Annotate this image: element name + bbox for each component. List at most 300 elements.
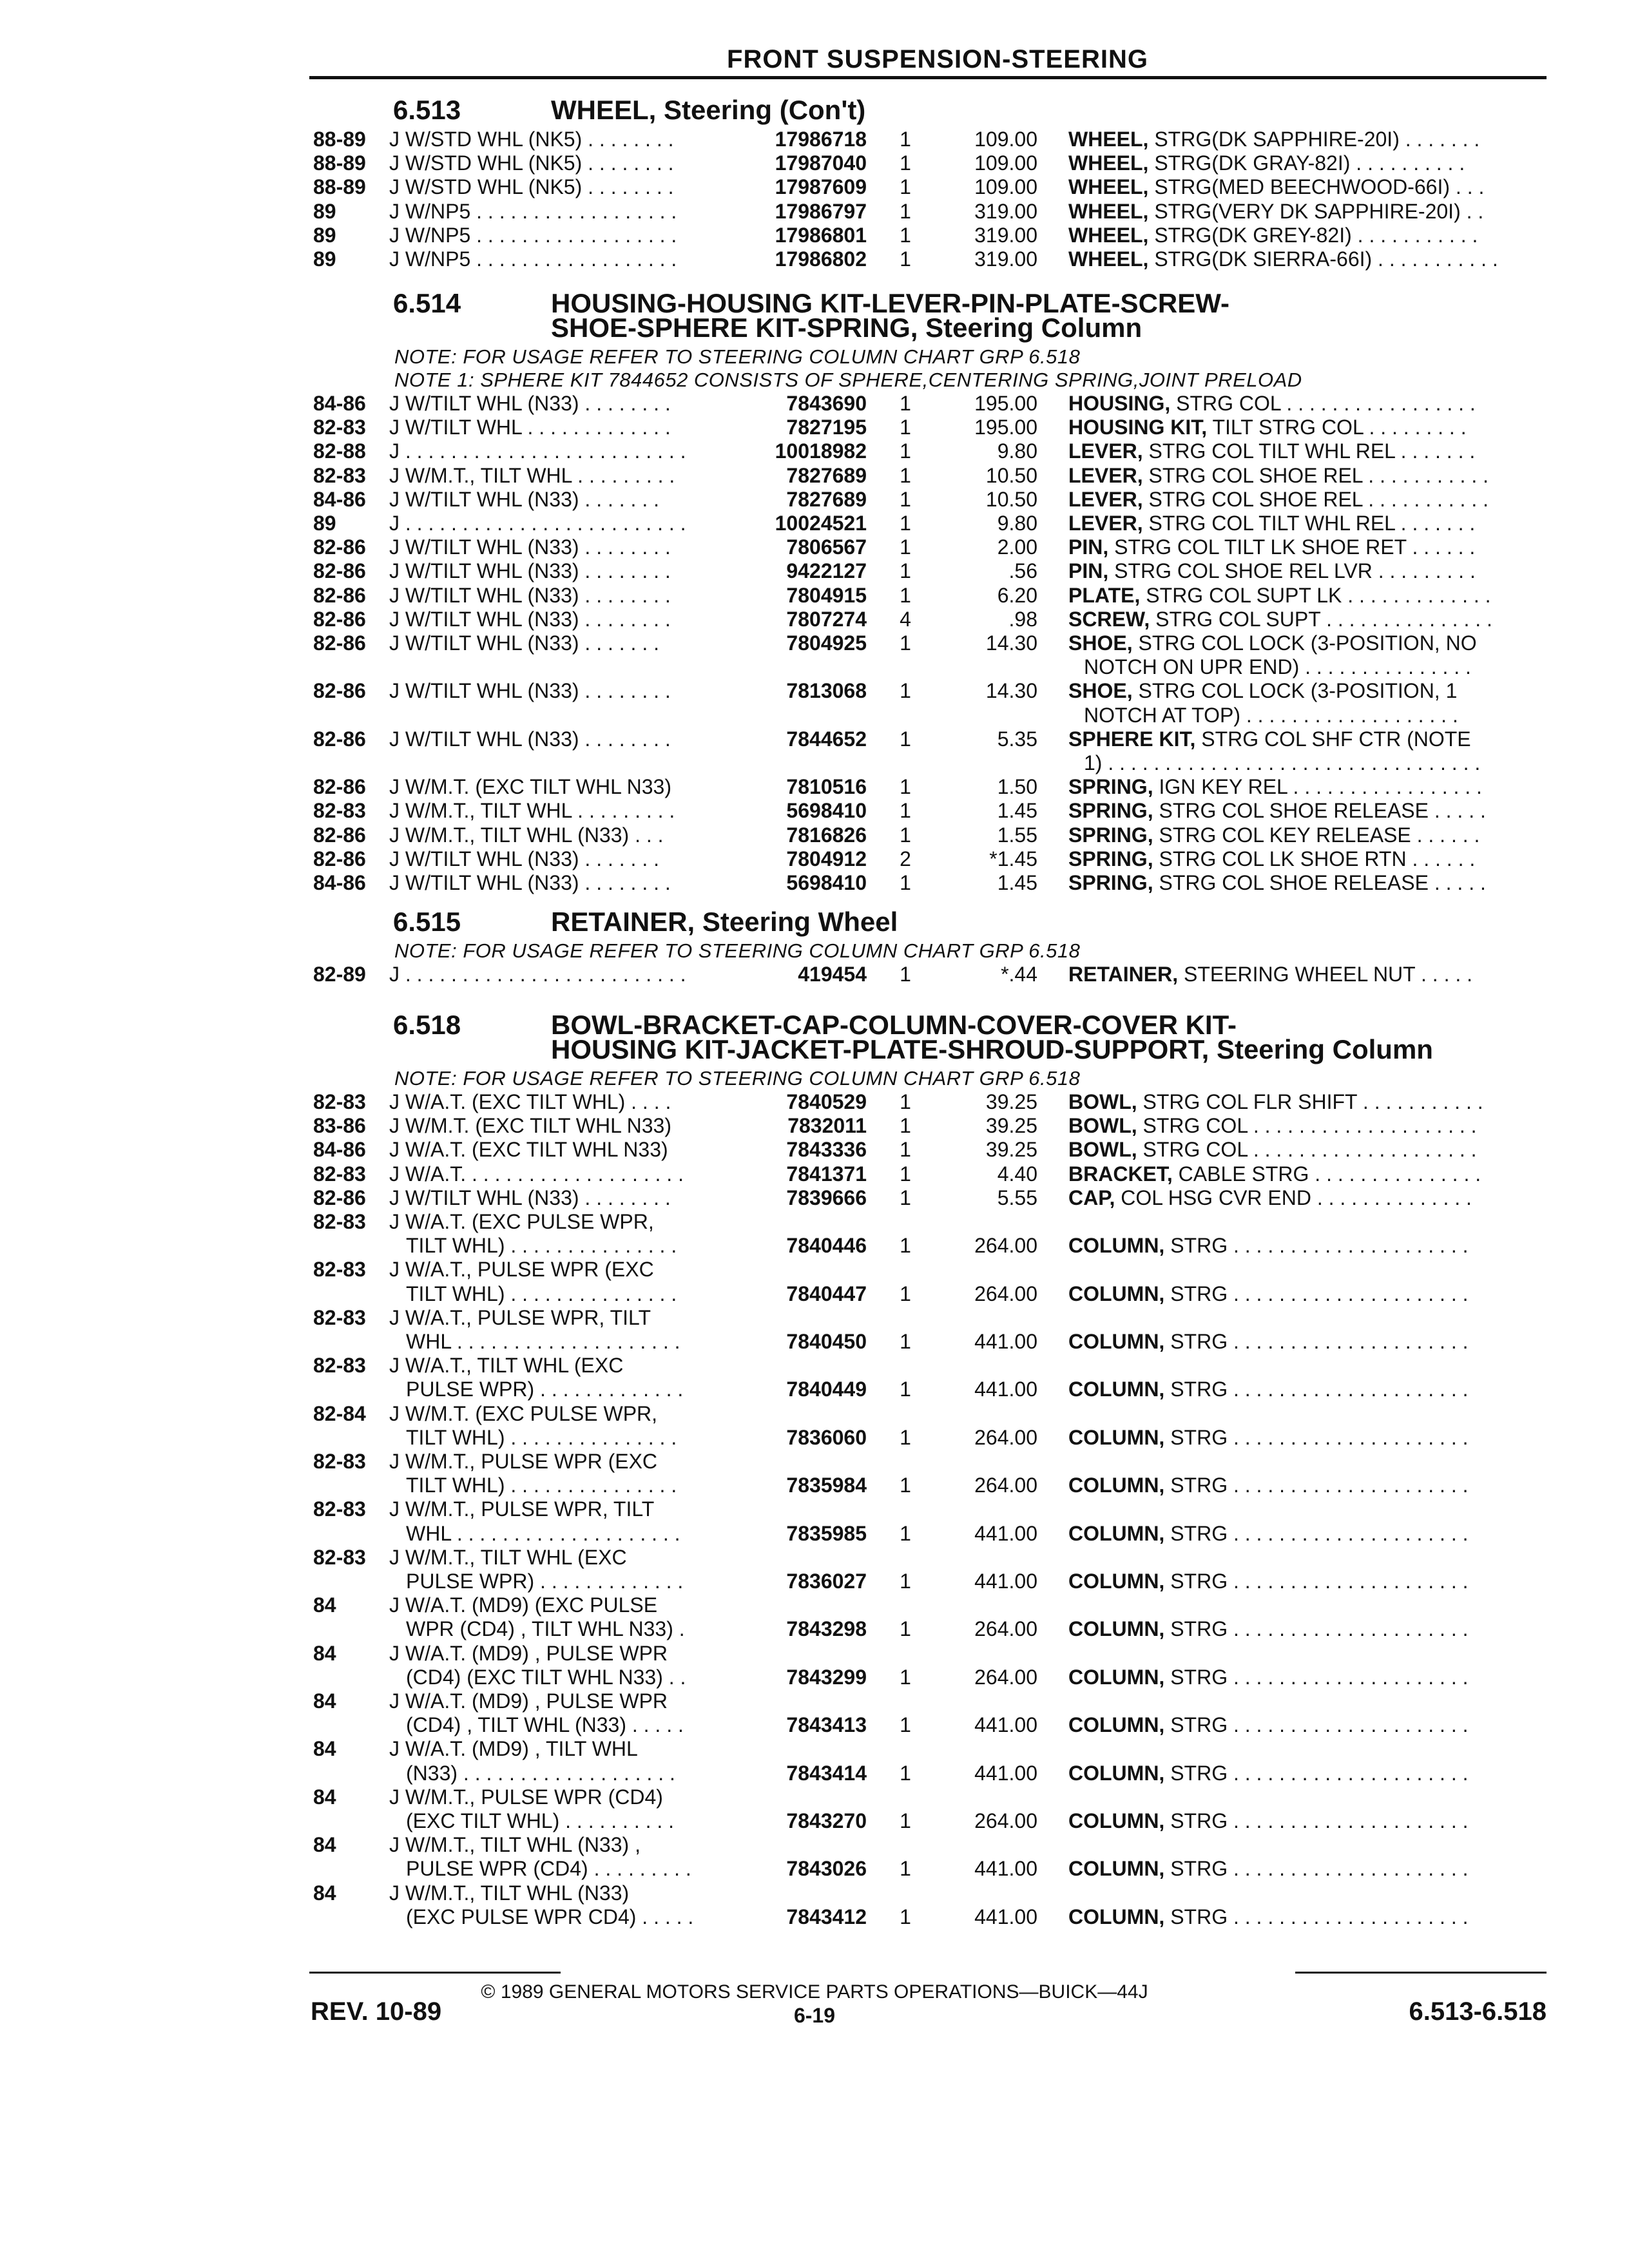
price: 10.50 — [985, 463, 1037, 487]
model-year: 83-86 — [313, 1114, 366, 1138]
usage-text: J W/TILT WHL (N33) . . . . . . . . — [389, 535, 671, 559]
price: 109.00 — [974, 151, 1037, 175]
usage-text: J W/STD WHL (NK5) . . . . . . . . — [389, 151, 674, 175]
quantity: 1 — [900, 416, 911, 439]
part-number: 7840450 — [786, 1329, 867, 1353]
quantity: 1 — [900, 727, 911, 751]
price: 264.00 — [974, 1282, 1037, 1305]
description-text: STRG COL TILT WHL REL . . . . . . . — [1142, 512, 1476, 535]
part-number: 7832011 — [787, 1114, 867, 1138]
price: 4.40 — [997, 1162, 1037, 1186]
price: 39.25 — [985, 1090, 1037, 1113]
quantity: 1 — [900, 1282, 911, 1305]
quantity: 1 — [900, 1114, 911, 1138]
price: .56 — [1008, 559, 1037, 583]
description-keyword: COLUMN, — [1068, 1665, 1165, 1689]
description-keyword: RETAINER, — [1068, 963, 1179, 986]
footer-copyright: © 1989 GENERAL MOTORS SERVICE PARTS OPERATIONS—BUICK—44J — [481, 1981, 1148, 2003]
description — [1068, 1162, 1539, 1186]
model-year: 82-86 — [313, 727, 366, 751]
description-keyword: SHOE, — [1068, 631, 1133, 655]
price: 264.00 — [974, 1425, 1037, 1449]
description-keyword: BOWL, — [1068, 1114, 1137, 1138]
part-number: 7843413 — [786, 1713, 867, 1737]
part-number: 17986802 — [775, 247, 867, 271]
section-title: SHOE-SPHERE KIT-SPRING, Steering Column — [551, 312, 1142, 343]
model-year: 84 — [313, 1593, 336, 1617]
description-keyword: PIN, — [1068, 535, 1109, 559]
usage-text: TILT WHL) . . . . . . . . . . . . . . . — [406, 1474, 677, 1497]
description-text: STRG . . . . . . . . . . . . . . . . . . . . . — [1164, 1665, 1469, 1689]
model-year: 82-86 — [313, 847, 366, 870]
usage-text: J W/NP5 . . . . . . . . . . . . . . . . . . — [389, 247, 677, 271]
quantity: 1 — [900, 1162, 911, 1186]
part-row — [0, 1114, 1629, 1138]
description-keyword: SPRING, — [1068, 871, 1153, 894]
description-keyword: SPRING, — [1068, 775, 1153, 799]
price: 39.25 — [985, 1138, 1037, 1162]
description — [1068, 1905, 1539, 1929]
price: 441.00 — [974, 1761, 1037, 1785]
description-keyword: HOUSING KIT, — [1068, 416, 1208, 439]
part-row — [0, 175, 1629, 199]
usage-text: PULSE WPR) . . . . . . . . . . . . . — [406, 1569, 684, 1593]
quantity: 1 — [900, 1474, 911, 1497]
description — [1068, 679, 1539, 703]
description-text: STRG COL TILT LK SHOE RET . . . . . . — [1108, 535, 1476, 559]
description-text: STRG . . . . . . . . . . . . . . . . . . . . . — [1164, 1809, 1469, 1832]
description — [1068, 1234, 1539, 1258]
description-text: STRG COL SHF CTR (NOTE — [1195, 727, 1471, 751]
model-year: 82-83 — [313, 416, 366, 439]
usage-text: TILT WHL) . . . . . . . . . . . . . . . — [406, 1425, 677, 1449]
usage-text: J W/M.T., TILT WHL (N33) . . . — [389, 823, 664, 847]
part-row — [0, 1642, 1629, 1689]
part-row — [0, 727, 1629, 775]
usage-text: TILT WHL) . . . . . . . . . . . . . . . — [406, 1282, 677, 1305]
description-keyword: CAP, — [1068, 1186, 1115, 1209]
section-number: 6.514 — [393, 288, 461, 318]
description — [1068, 1809, 1539, 1833]
footer-page-number: 6-19 — [793, 2004, 836, 2027]
part-row — [0, 1138, 1629, 1162]
description-text: STRG . . . . . . . . . . . . . . . . . . . . . — [1164, 1378, 1469, 1401]
description — [1068, 464, 1539, 488]
description — [1068, 559, 1539, 583]
part-number: 7807274 — [786, 607, 867, 631]
part-row — [0, 963, 1629, 986]
part-number: 7840447 — [786, 1282, 867, 1305]
part-row — [0, 679, 1629, 727]
description-keyword: SPRING, — [1068, 847, 1153, 870]
model-year: 84-86 — [313, 871, 366, 894]
description-text: STRG . . . . . . . . . . . . . . . . . . . . . — [1164, 1713, 1469, 1737]
quantity: 1 — [900, 1090, 911, 1113]
quantity: 1 — [900, 583, 911, 607]
model-year: 84 — [313, 1881, 336, 1905]
description-text: STRG COL . . . . . . . . . . . . . . . . . — [1170, 392, 1476, 415]
description-text: STRG COL . . . . . . . . . . . . . . . . . . . . — [1137, 1114, 1477, 1138]
quantity: 1 — [900, 199, 911, 223]
part-number: 7804925 — [786, 631, 867, 655]
part-row — [0, 1593, 1629, 1641]
part-row — [0, 1737, 1629, 1785]
description-text: STRG . . . . . . . . . . . . . . . . . . . . . — [1164, 1617, 1469, 1641]
description-text: COL HSG CVR END . . . . . . . . . . . . . . — [1115, 1186, 1472, 1209]
description-keyword: WHEEL, — [1068, 223, 1149, 247]
part-number: 7827195 — [786, 416, 867, 439]
description-keyword: SCREW, — [1068, 607, 1150, 631]
part-number: 7843336 — [786, 1138, 867, 1162]
model-year: 82-83 — [313, 1210, 366, 1233]
description — [1068, 151, 1539, 175]
description-keyword: BOWL, — [1068, 1138, 1137, 1162]
quantity: 1 — [900, 823, 911, 847]
quantity: 1 — [900, 512, 911, 535]
quantity: 1 — [900, 439, 911, 463]
description-keyword: WHEEL, — [1068, 247, 1149, 271]
description — [1068, 847, 1539, 871]
usage-text: (CD4) (EXC TILT WHL N33) . . — [406, 1665, 686, 1689]
usage-text: PULSE WPR) . . . . . . . . . . . . . — [406, 1378, 684, 1401]
quantity: 1 — [900, 487, 911, 511]
part-row — [0, 1833, 1629, 1881]
part-row — [0, 439, 1629, 463]
price: 10.50 — [985, 487, 1037, 511]
part-row — [0, 1881, 1629, 1929]
description-text: STRG COL LK SHOE RTN . . . . . . — [1153, 847, 1476, 870]
quantity: 1 — [900, 1234, 911, 1258]
usage-text: (N33) . . . . . . . . . . . . . . . . . . . — [406, 1761, 675, 1785]
section-title: BOWL-BRACKET-CAP-COLUMN-COVER-COVER KIT- — [551, 1010, 1237, 1040]
quantity: 1 — [900, 1569, 911, 1593]
part-row — [0, 871, 1629, 895]
model-year: 88-89 — [313, 128, 366, 151]
description — [1068, 175, 1539, 199]
model-year: 84 — [313, 1785, 336, 1809]
price: 264.00 — [974, 1474, 1037, 1497]
description-text: STRG . . . . . . . . . . . . . . . . . . . . . — [1164, 1761, 1469, 1785]
description — [1068, 392, 1539, 416]
price: 9.80 — [997, 439, 1037, 463]
part-number: 7836027 — [786, 1569, 867, 1593]
description — [1068, 439, 1539, 463]
description — [1068, 128, 1539, 151]
description-text: STRG COL SUPT . . . . . . . . . . . . . . . — [1150, 607, 1492, 631]
part-number: 7839666 — [786, 1186, 867, 1209]
description-keyword: COLUMN, — [1068, 1857, 1165, 1881]
model-year: 82-86 — [313, 607, 366, 631]
part-row — [0, 631, 1629, 679]
part-number: 419454 — [798, 963, 867, 986]
usage-text: J W/STD WHL (NK5) . . . . . . . . — [389, 175, 674, 199]
usage-text: J W/A.T. (MD9) (EXC PULSE — [389, 1593, 658, 1617]
part-number: 17986797 — [775, 199, 867, 223]
price: 441.00 — [974, 1378, 1037, 1401]
description — [1068, 1090, 1539, 1114]
usage-text: J W/A.T. (EXC TILT WHL N33) — [389, 1138, 668, 1162]
part-number: 7813068 — [786, 679, 867, 703]
part-number: 9422127 — [786, 559, 867, 583]
usage-text: J W/TILT WHL (N33) . . . . . . . . — [389, 679, 671, 703]
description-keyword: COLUMN, — [1068, 1761, 1165, 1785]
price: 195.00 — [974, 416, 1037, 439]
description — [1068, 535, 1539, 559]
quantity: 1 — [900, 1186, 911, 1209]
part-number: 7841371 — [786, 1162, 867, 1186]
quantity: 1 — [900, 1378, 911, 1401]
usage-text: J W/A.T. (MD9) , PULSE WPR — [389, 1689, 668, 1713]
part-number: 5698410 — [786, 799, 867, 823]
quantity: 4 — [900, 607, 911, 631]
part-row — [0, 775, 1629, 799]
quantity: 1 — [900, 1617, 911, 1641]
description-keyword: SPRING, — [1068, 823, 1153, 847]
description-keyword: HOUSING, — [1068, 392, 1171, 415]
model-year: 82-83 — [313, 1450, 366, 1473]
description-text: STRG(MED BEECHWOOD-66I) . . . — [1148, 175, 1485, 199]
part-number: 7827689 — [786, 487, 867, 511]
price: 441.00 — [974, 1857, 1037, 1881]
model-year: 82-86 — [313, 1186, 366, 1209]
description — [1068, 416, 1539, 439]
description-keyword: COLUMN, — [1068, 1234, 1165, 1258]
usage-text: J W/M.T. (EXC TILT WHL N33) — [389, 1114, 671, 1138]
description-text: STRG COL TILT WHL REL . . . . . . . — [1142, 439, 1476, 463]
usage-text: J W/M.T. (EXC PULSE WPR, — [389, 1401, 658, 1425]
part-row — [0, 535, 1629, 559]
usage-text: J W/M.T., TILT WHL . . . . . . . . . — [389, 463, 675, 487]
part-number: 7840449 — [786, 1378, 867, 1401]
description-keyword: COLUMN, — [1068, 1569, 1165, 1593]
footer-revision: REV. 10-89 — [311, 1997, 442, 2026]
description-text: STRG COL SHOE RELEASE . . . . . — [1153, 871, 1486, 894]
part-row — [0, 1546, 1629, 1593]
description-text: STRG COL . . . . . . . . . . . . . . . . . . . . — [1137, 1138, 1477, 1162]
model-year: 89 — [313, 512, 336, 535]
description — [1068, 631, 1539, 655]
footer-rule-right — [1295, 1972, 1547, 1974]
section-number: 6.513 — [393, 95, 461, 125]
usage-text: J W/TILT WHL (N33) . . . . . . . . — [389, 559, 671, 583]
description: NOTCH ON UPR END) . . . . . . . . . . . . . . . — [1084, 655, 1471, 679]
section-number: 6.515 — [393, 907, 461, 937]
part-number: 7804915 — [786, 583, 867, 607]
description-keyword: SHOE, — [1068, 679, 1133, 703]
price: 441.00 — [974, 1521, 1037, 1545]
quantity: 1 — [900, 151, 911, 175]
usage-text: J W/STD WHL (NK5) . . . . . . . . — [389, 128, 674, 151]
description — [1068, 799, 1539, 823]
description — [1068, 1713, 1539, 1737]
model-year: 84 — [313, 1641, 336, 1665]
usage-text: J W/M.T., TILT WHL (N33) , — [389, 1833, 641, 1857]
description — [1068, 1426, 1539, 1450]
description — [1068, 1114, 1539, 1138]
model-year: 82-83 — [313, 1162, 366, 1186]
part-row — [0, 1162, 1629, 1186]
footer-section-range: 6.513-6.518 — [1409, 1997, 1547, 2026]
model-year: 82-83 — [313, 1354, 366, 1378]
description-keyword: PIN, — [1068, 559, 1109, 583]
description-keyword: COLUMN, — [1068, 1809, 1165, 1832]
part-row — [0, 1090, 1629, 1114]
usage-text: J W/NP5 . . . . . . . . . . . . . . . . . . — [389, 223, 677, 247]
part-number: 7843298 — [786, 1617, 867, 1641]
description-keyword: COLUMN, — [1068, 1617, 1165, 1641]
price: *.44 — [1001, 963, 1037, 986]
model-year: 82-83 — [313, 799, 366, 823]
description-keyword: BRACKET, — [1068, 1162, 1173, 1186]
description — [1068, 1378, 1539, 1401]
description — [1068, 1666, 1539, 1689]
quantity: 1 — [900, 1138, 911, 1162]
description-keyword: LEVER, — [1068, 439, 1143, 463]
quantity: 1 — [900, 175, 911, 199]
price: 264.00 — [974, 1234, 1037, 1258]
description-keyword: COLUMN, — [1068, 1329, 1165, 1353]
description-keyword: WHEEL, — [1068, 151, 1149, 175]
description-text: STRG . . . . . . . . . . . . . . . . . . . . . — [1164, 1234, 1469, 1258]
quantity: 1 — [900, 1809, 911, 1832]
usage-text: J W/A.T. (EXC PULSE WPR, — [389, 1210, 654, 1233]
part-row — [0, 247, 1629, 271]
part-row — [0, 1402, 1629, 1450]
description — [1068, 1282, 1539, 1306]
part-row — [0, 1785, 1629, 1833]
description-keyword: SPHERE KIT, — [1068, 727, 1196, 751]
description — [1068, 871, 1539, 895]
model-year: 84 — [313, 1737, 336, 1761]
description-text: STRG COL LOCK (3-POSITION, 1 — [1132, 679, 1458, 703]
usage-text: J W/A.T. (MD9) , PULSE WPR — [389, 1641, 668, 1665]
model-year: 82-86 — [313, 535, 366, 559]
part-row — [0, 1354, 1629, 1401]
description-keyword: SPRING, — [1068, 799, 1153, 823]
quantity: 1 — [900, 1665, 911, 1689]
price: 319.00 — [974, 199, 1037, 223]
section-note: NOTE 1: SPHERE KIT 7844652 CONSISTS OF SPHERE,CENTERING SPRING,JOINT PRELOAD — [394, 369, 1302, 391]
usage-text: TILT WHL) . . . . . . . . . . . . . . . — [406, 1234, 677, 1258]
part-number: 7843026 — [786, 1857, 867, 1881]
model-year: 82-83 — [313, 463, 366, 487]
quantity: 1 — [900, 1521, 911, 1545]
description-keyword: COLUMN, — [1068, 1378, 1165, 1401]
part-number: 7836060 — [786, 1425, 867, 1449]
model-year: 82-83 — [313, 1258, 366, 1282]
description-keyword: WHEEL, — [1068, 175, 1149, 199]
description-text: STRG COL LOCK (3-POSITION, NO — [1132, 631, 1477, 655]
part-number: 7843414 — [786, 1761, 867, 1785]
description — [1068, 1138, 1539, 1162]
model-year: 82-83 — [313, 1497, 366, 1521]
quantity: 1 — [900, 535, 911, 559]
description-text: STRG . . . . . . . . . . . . . . . . . . . . . — [1164, 1905, 1469, 1928]
header-rule — [309, 76, 1547, 79]
model-year: 84 — [313, 1833, 336, 1857]
usage-text: J W/M.T., TILT WHL (N33) — [389, 1881, 630, 1905]
usage-text: WPR (CD4) , TILT WHL N33) . — [406, 1617, 685, 1641]
part-row — [0, 1689, 1629, 1737]
description — [1068, 1522, 1539, 1546]
usage-text: J W/M.T., PULSE WPR, TILT — [389, 1497, 655, 1521]
description-text: CABLE STRG . . . . . . . . . . . . . . . — [1172, 1162, 1481, 1186]
quantity: 1 — [900, 775, 911, 799]
part-row — [0, 559, 1629, 583]
part-row — [0, 224, 1629, 247]
quantity: 1 — [900, 1857, 911, 1881]
usage-text: J W/A.T., TILT WHL (EXC — [389, 1354, 624, 1378]
usage-text: J W/TILT WHL (N33) . . . . . . . . — [389, 727, 671, 751]
price: 1.45 — [997, 871, 1037, 894]
part-row — [0, 1258, 1629, 1305]
part-number: 7843412 — [786, 1905, 867, 1928]
description-keyword: WHEEL, — [1068, 128, 1149, 151]
section-title: HOUSING-HOUSING KIT-LEVER-PIN-PLATE-SCREW- — [551, 288, 1230, 318]
usage-text: J W/TILT WHL (N33) . . . . . . . — [389, 631, 659, 655]
model-year: 84-86 — [313, 487, 366, 511]
part-number: 5698410 — [786, 871, 867, 894]
model-year: 88-89 — [313, 175, 366, 199]
quantity: 1 — [900, 1713, 911, 1737]
price: 1.55 — [997, 823, 1037, 847]
part-row — [0, 392, 1629, 416]
usage-text: J W/TILT WHL (N33) . . . . . . . — [389, 487, 659, 511]
part-number: 7843270 — [786, 1809, 867, 1832]
description-text: STRG COL SUPT LK . . . . . . . . . . . . . — [1140, 583, 1491, 607]
part-row — [0, 584, 1629, 608]
part-number: 7804912 — [786, 847, 867, 870]
quantity: 1 — [900, 559, 911, 583]
model-year: 84-86 — [313, 392, 366, 415]
model-year: 82-83 — [313, 1090, 366, 1113]
quantity: 1 — [900, 631, 911, 655]
description-keyword: COLUMN, — [1068, 1474, 1165, 1497]
part-number: 10024521 — [775, 512, 867, 535]
model-year: 82-89 — [313, 963, 366, 986]
model-year: 82-86 — [313, 823, 366, 847]
section-title: HOUSING KIT-JACKET-PLATE-SHROUD-SUPPORT, Steering Column — [551, 1034, 1433, 1064]
description — [1068, 727, 1539, 751]
description-keyword: COLUMN, — [1068, 1425, 1165, 1449]
price: 14.30 — [985, 631, 1037, 655]
description-text: STEERING WHEEL NUT . . . . . — [1178, 963, 1473, 986]
price: 5.35 — [997, 727, 1037, 751]
description — [1068, 1330, 1539, 1354]
part-row — [0, 488, 1629, 512]
part-row — [0, 608, 1629, 631]
quantity: 1 — [900, 679, 911, 703]
price: 2.00 — [997, 535, 1037, 559]
page-title: FRONT SUSPENSION-STEERING — [727, 45, 1148, 73]
description-text: STRG COL SHOE REL . . . . . . . . . . . — [1142, 463, 1489, 487]
section-title: WHEEL, Steering (Con't) — [551, 95, 866, 125]
quantity: 1 — [900, 1761, 911, 1785]
section-number: 6.518 — [393, 1010, 461, 1040]
description-text: STRG(DK SIERRA-66I) . . . . . . . . . . . — [1148, 247, 1498, 271]
quantity: 1 — [900, 799, 911, 823]
part-row — [0, 1450, 1629, 1497]
part-number: 7835985 — [786, 1521, 867, 1545]
part-number: 7835984 — [786, 1474, 867, 1497]
part-number: 7827689 — [786, 463, 867, 487]
description-text: STRG . . . . . . . . . . . . . . . . . . . . . — [1164, 1425, 1469, 1449]
part-row — [0, 847, 1629, 871]
part-row — [0, 416, 1629, 439]
description-keyword: LEVER, — [1068, 487, 1143, 511]
description-keyword: COLUMN, — [1068, 1282, 1165, 1305]
model-year: 82-83 — [313, 1545, 366, 1569]
